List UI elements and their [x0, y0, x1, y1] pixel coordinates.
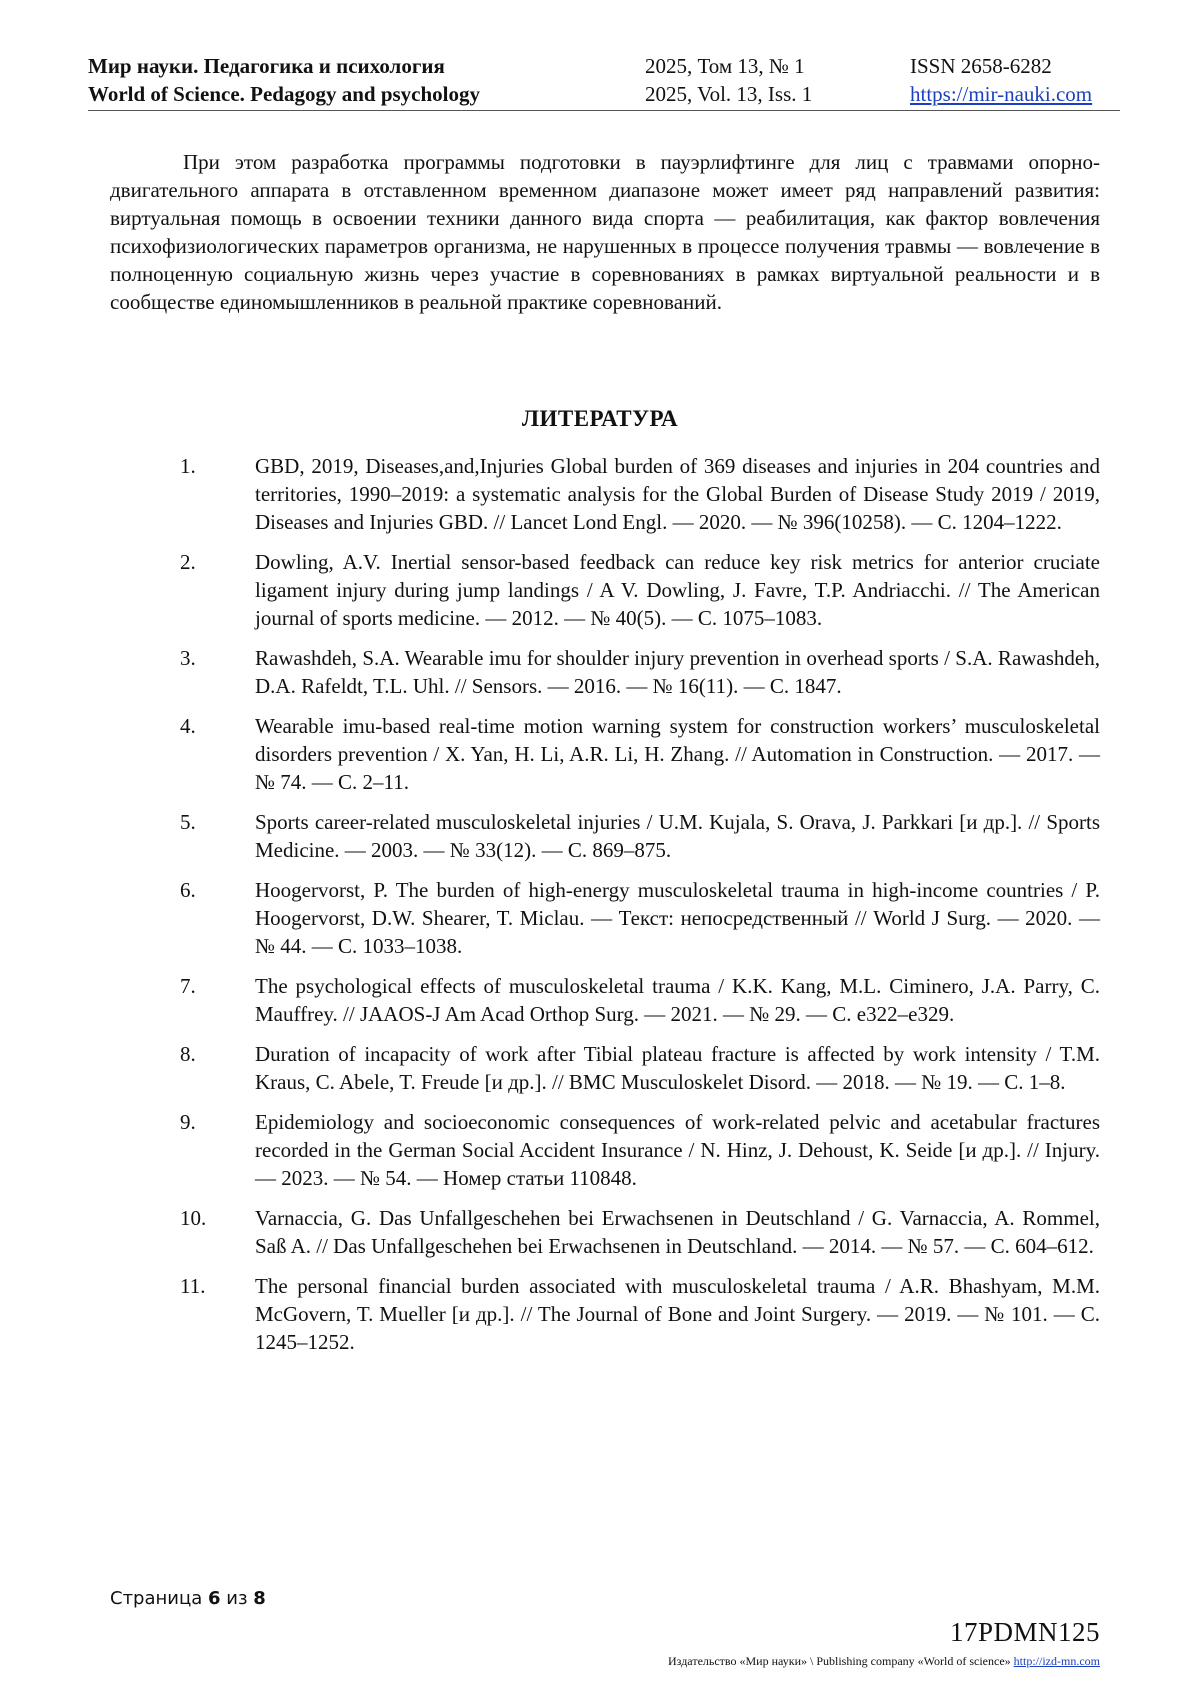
reference-number: 2.	[180, 550, 196, 574]
reference-item	[0, 712, 1200, 796]
references-title: ЛИТЕРАТУРА	[521, 406, 679, 431]
reference-text: Epidemiology and socioeconomic consequences of work-related pelvic and acetabular fractures recorded in the German Social Accident Insurance / N. Hinz, J. Dehoust, K. Seide [и др.]. // Injury. — 2023. — № 54. — Номер статьи 110848.	[255, 1110, 1100, 1190]
reference-item	[0, 548, 1200, 632]
issue-info-en: 2025, Vol. 13, Iss. 1	[645, 82, 813, 106]
reference-text: Varnaccia, G. Das Unfallgeschehen bei Erwachsenen in Deutschland / G. Varnaccia, A. Rommel, Saß A. // Das Unfallgeschehen bei Erwachsenen in Deutschland. — 2014. — № 57. — С. 604–612.	[255, 1206, 1100, 1258]
journal-url-link[interactable]: https://mir-nauki.com	[910, 82, 1093, 106]
reference-number: 8.	[180, 1042, 196, 1066]
reference-item	[0, 452, 1200, 536]
reference-text: Sports career-related musculoskeletal injuries / U.M. Kujala, S. Orava, J. Parkkari [и др.]. // Sports Medicine. — 2003. — № 33(12). — С. 869–875.	[255, 810, 1100, 862]
reference-number: 6.	[180, 878, 196, 902]
journal-title-en: World of Science. Pedagogy and psychology	[88, 82, 481, 106]
reference-item	[0, 1108, 1200, 1192]
reference-item	[0, 644, 1200, 700]
reference-number: 4.	[180, 714, 196, 738]
reference-text: Hoogervorst, P. The burden of high-energy musculoskeletal trauma in high-income countries / P. Hoogervorst, D.W. Shearer, T. Miclau. — Текст: непосредственный // World J Surg. — 2020. — № 44. — С. 1033–1038.	[255, 878, 1100, 958]
intro-paragraph: При этом разработка программы подготовки в пауэрлифтинге для лиц с травмами опорно-двигательного аппарата в отставленном временном диапазоне может имеет ряд направлений развития: виртуальная помощь в освоении техники данного вида спорта — реабилитация, как фактор вовлечения психофизиологических параметров организма, не нарушенных в процессе получения травмы — вовлечение в полноценную социальную жизнь через участие в соревнованиях в рамках виртуальной реальности и в сообществе единомышленников в реальной практике соревнований.	[110, 150, 1100, 314]
reference-number: 7.	[180, 974, 196, 998]
page-total: 8	[253, 1588, 266, 1609]
article-code: 17PDMN125	[949, 1617, 1100, 1647]
reference-text: Dowling, A.V. Inertial sensor-based feedback can reduce key risk metrics for anterior cruciate ligament injury during jump landings / A V. Dowling, J. Favre, T.P. Andriacchi. // The American journal of sports medicine. — 2012. — № 40(5). — С. 1075–1083.	[255, 550, 1100, 630]
reference-text: Rawashdeh, S.A. Wearable imu for shoulder injury prevention in overhead sports / S.A. Rawashdeh, D.A. Rafeldt, T.L. Uhl. // Sensors. — 2016. — № 16(11). — С. 1847.	[255, 646, 1100, 698]
reference-number: 3.	[180, 646, 196, 670]
reference-text: The psychological effects of musculoskeletal trauma / K.K. Kang, M.L. Ciminero, J.A. Parry, C. Mauffrey. // JAAOS-J Am Acad Orthop Surg. — 2021. — № 29. — С. e322–e329.	[255, 974, 1100, 1026]
publisher-url-link[interactable]: http://izd-mn.com	[1013, 1654, 1100, 1668]
page-header	[88, 52, 1120, 111]
page-current: 6	[208, 1588, 221, 1609]
issn: ISSN 2658-6282	[910, 54, 1052, 78]
reference-item	[0, 1040, 1200, 1096]
issue-info-block	[645, 52, 812, 108]
issn-block	[910, 52, 1092, 108]
publisher-line	[668, 1654, 1100, 1669]
reference-text: GBD, 2019, Diseases,and,Injuries Global burden of 369 diseases and injuries in 204 countries and territories, 1990–2019: a systematic analysis for the Global Burden of Disease Study 2019 / 2019, Diseases and Injuries GBD. // Lancet Lond Engl. — 2020. — № 396(10258). — С. 1204–1222.	[255, 454, 1100, 534]
reference-number: 5.	[180, 810, 196, 834]
page-label: Страница	[110, 1588, 203, 1609]
issue-info-ru: 2025, Том 13, № 1	[645, 54, 805, 78]
reference-item	[0, 1272, 1200, 1356]
reference-number: 11.	[180, 1274, 206, 1298]
reference-item	[0, 876, 1200, 960]
reference-text: Duration of incapacity of work after Tibial plateau fracture is affected by work intensity / T.M. Kraus, C. Abele, T. Freude [и др.]. // BMC Musculoskelet Disord. — 2018. — № 19. — С. 1–8.	[255, 1042, 1100, 1094]
references-list	[0, 452, 1200, 1368]
reference-item	[0, 1204, 1200, 1260]
reference-number: 9.	[180, 1110, 196, 1134]
publisher-text: Издательство «Мир науки» \ Publishing company «World of science»	[668, 1654, 1011, 1668]
reference-number: 10.	[180, 1206, 207, 1230]
reference-number: 1.	[180, 454, 196, 478]
reference-item	[0, 808, 1200, 864]
reference-text: Wearable imu-based real-time motion warning system for construction workers’ musculoskeletal disorders prevention / X. Yan, H. Li, A.R. Li, H. Zhang. // Automation in Construction. — 2017. — № 74. — С. 2–11.	[255, 714, 1100, 794]
reference-item	[0, 972, 1200, 1028]
reference-text: The personal financial burden associated with musculoskeletal trauma / A.R. Bhashyam, M.M. McGovern, T. Mueller [и др.]. // The Journal of Bone and Joint Surgery. — 2019. — № 101. — С. 1245–1252.	[255, 1274, 1100, 1354]
journal-title-ru: Мир науки. Педагогика и психология	[88, 54, 445, 78]
page-of: из	[226, 1588, 248, 1609]
page-number	[110, 1588, 266, 1609]
journal-title-block	[88, 52, 480, 108]
